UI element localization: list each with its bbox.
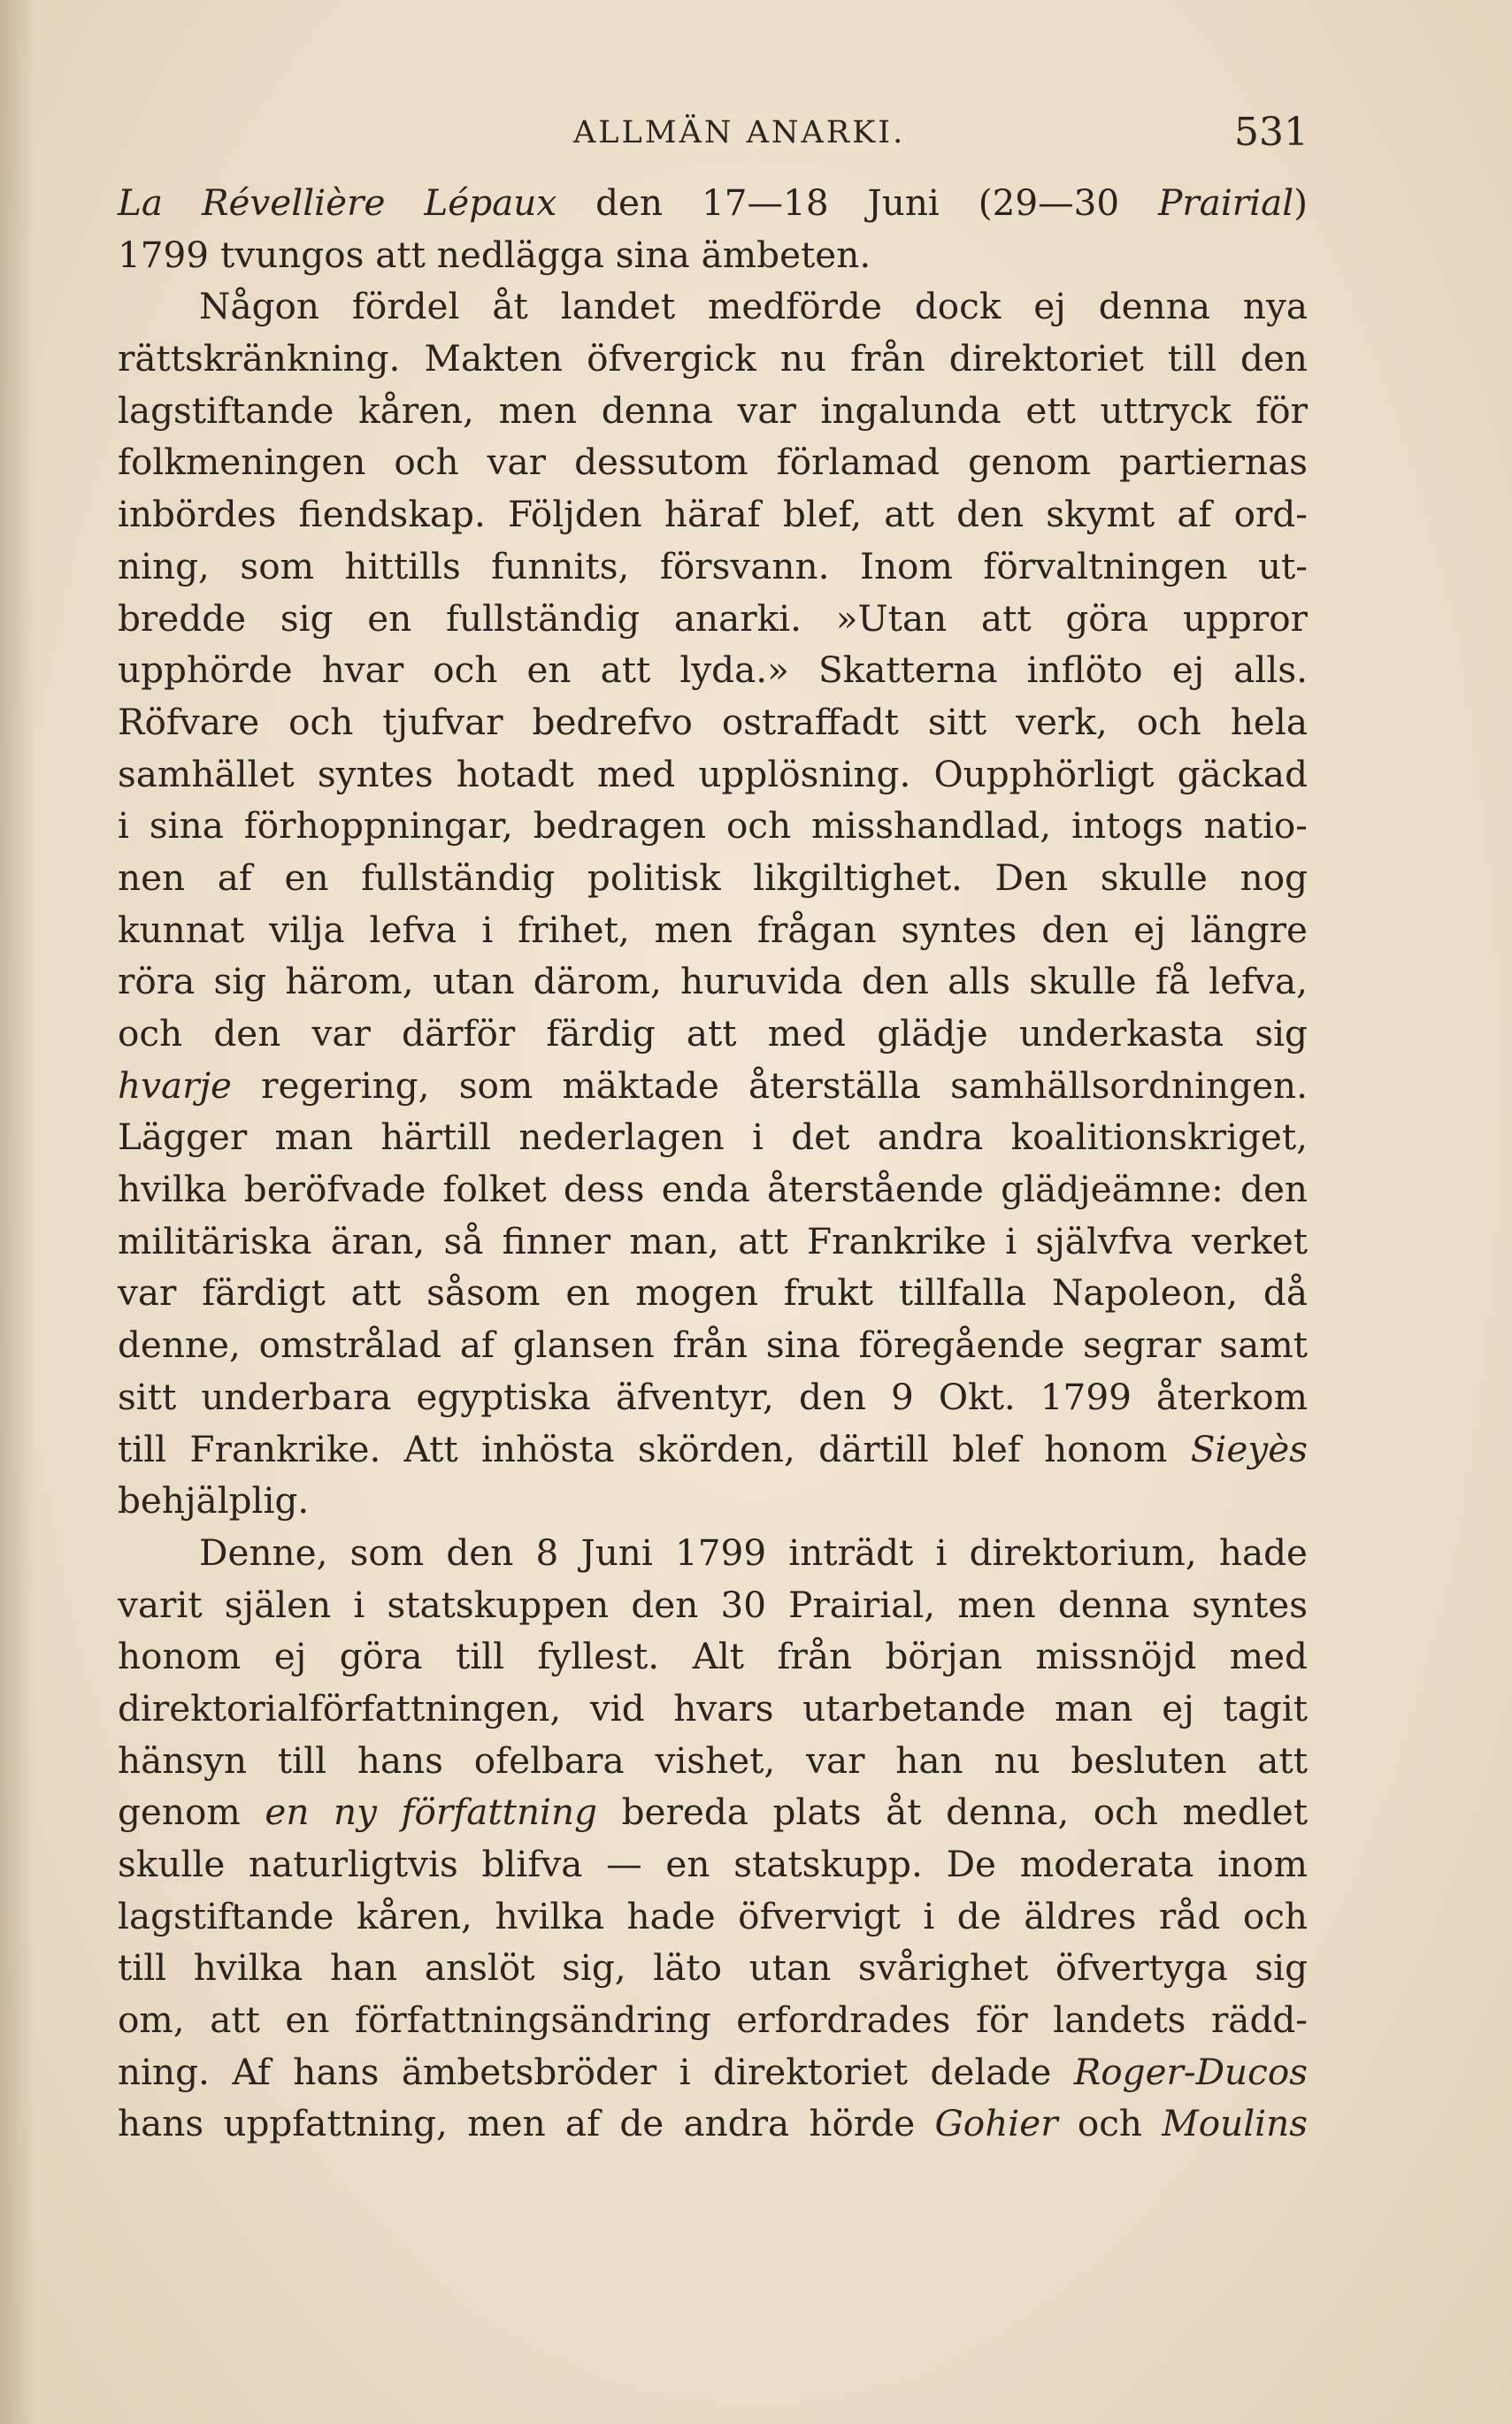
text-line [118, 800, 1308, 852]
text-segment: bereda plats åt denna, och medlet [597, 1791, 1309, 1834]
text-line [118, 1423, 1308, 1476]
text-segment: rättskränkning. Makten öfvergick nu från direktoriet till den [118, 337, 1308, 380]
text-line [118, 2098, 1308, 2150]
text-segment: Röfvare och tjufvar bedrefvo ostraffadt sitt verk, och hela [118, 700, 1308, 743]
text-line [118, 852, 1308, 904]
text-line [118, 1786, 1308, 1838]
text-segment: och den var därför färdig att med glädje underkasta sig [118, 1012, 1308, 1055]
text-line [118, 488, 1308, 541]
text-line [118, 541, 1308, 593]
text-line [118, 1475, 1308, 1527]
text-segment: folkmeningen och var dessutom förlamad genom partiernas [118, 441, 1308, 484]
text-line [118, 1735, 1308, 1787]
text-segment: ) [1293, 181, 1308, 224]
text-line [118, 1683, 1308, 1735]
text-segment: ning. Af hans ämbetsbröder i direktoriet delade [118, 2050, 1074, 2093]
text-line [118, 385, 1308, 437]
text-line [118, 593, 1308, 645]
text-segment: nen af en fullständig politisk likgiltighet. Den skulle nog [118, 855, 1308, 899]
text-segment: genom [118, 1791, 265, 1834]
text-segment: skulle naturligtvis blifva — en statskupp. De moderata inom [118, 1843, 1308, 1885]
text-segment: bredde sig en fullständig anarki. »Utan att göra uppror [118, 596, 1308, 640]
text-segment: direktorialförfattningen, vid hvars utarbetande man ej tagit [118, 1686, 1308, 1730]
text-line [118, 1111, 1308, 1163]
text-line [118, 748, 1308, 801]
running-title: ALLMÄN ANARKI. [573, 115, 906, 150]
text-segment: militäriska äran, så finner man, att Frankrike i självfva verket [118, 1219, 1308, 1262]
text-segment: kunnat vilja lefva i frihet, men frågan syntes den ej längre [118, 908, 1308, 951]
text-line [118, 177, 1308, 229]
text-segment: till hvilka han anslöt sig, läto utan svårighet öfvertyga sig [118, 1946, 1308, 1990]
text-segment: lagstiftande kåren, men denna var ingalunda ett uttryck för [118, 388, 1308, 432]
text-segment: regering, som mäktade återställa samhällsordningen. [232, 1063, 1308, 1107]
text-segment: hänsyn till hans ofelbara vishet, var han nu besluten att [118, 1738, 1308, 1782]
text-segment: Någon fördel åt landet medförde dock ej denna nya [199, 285, 1308, 328]
text-segment: hvilka beröfvade folket dess enda återstående glädjeämne: den [118, 1168, 1308, 1211]
italic-text: Roger-Ducos [1073, 2050, 1308, 2093]
text-segment: honom ej göra till fyllest. Alt från början missnöjd med [118, 1635, 1308, 1678]
text-segment: Lägger man härtill nederlagen i det andra koalitionskriget, [118, 1116, 1308, 1159]
text-segment: i sina förhoppningar, bedragen och misshandlad, intogs natio- [118, 804, 1308, 848]
page-header [0, 104, 1512, 166]
italic-text: La Révellière Lépaux [118, 181, 557, 224]
text-segment: lagstiftande kåren, hvilka hade öfvervigt i de äldres råd och [118, 1894, 1308, 1937]
text-segment: Denne, som den 8 Juni 1799 inträdt i direktorium, hade [199, 1530, 1308, 1574]
text-line [118, 1942, 1308, 1994]
text-line [118, 1319, 1308, 1371]
text-line [118, 333, 1308, 385]
text-segment: om, att en författningsändring erfordrades för landets rädd- [118, 1998, 1308, 2042]
italic-text: hvarje [118, 1063, 232, 1107]
italic-text: Gohier [934, 2102, 1058, 2145]
italic-text: Sieyès [1190, 1427, 1308, 1470]
text-segment: och [1057, 2102, 1163, 2145]
text-line [118, 229, 1308, 281]
text-segment: samhället syntes hotadt med upplösning. Oupphörligt gäckad [118, 752, 1308, 795]
italic-text: Moulins [1162, 2102, 1308, 2145]
text-segment: sitt underbara egyptiska äfventyr, den 9 Okt. 1799 återkom [118, 1375, 1308, 1418]
italic-text: en ny författning [265, 1791, 598, 1834]
text-line [118, 2046, 1308, 2098]
text-segment: denne, omstrålad af glansen från sina föregående segrar samt [118, 1323, 1308, 1367]
text-line [118, 696, 1308, 748]
text-segment: röra sig härom, utan därom, huruvida den alls skulle få lefva, [118, 960, 1308, 1003]
text-line [118, 1163, 1308, 1216]
text-line [118, 436, 1308, 488]
text-line [118, 1579, 1308, 1631]
text-line [118, 644, 1308, 696]
text-line [118, 955, 1308, 1008]
text-segment: till Frankrike. Att inhösta skörden, därtill blef honom [118, 1427, 1191, 1470]
text-segment: inbördes fiendskap. Följden häraf blef, att den skymt af ord- [118, 493, 1308, 536]
text-line [118, 904, 1308, 956]
body-text [118, 177, 1308, 2150]
text-segment: 1799 tvungos att nedlägga sina ämbeten. [118, 233, 871, 276]
text-segment: den 17—18 Juni (29—30 [556, 181, 1159, 224]
text-line [118, 1838, 1308, 1891]
text-line [118, 1216, 1308, 1268]
text-line [118, 1891, 1308, 1943]
text-line [118, 1060, 1308, 1112]
text-segment: behjälplig. [118, 1479, 310, 1523]
text-line [118, 1527, 1308, 1579]
text-line [118, 1008, 1308, 1060]
text-line [118, 1994, 1308, 2046]
page-number: 531 [1234, 110, 1309, 155]
text-line [118, 280, 1308, 333]
text-segment: varit själen i statskuppen den 30 Prairial, men denna syntes [118, 1583, 1308, 1626]
italic-text: Prairial [1158, 181, 1294, 224]
text-segment: var färdigt att såsom en mogen frukt tillfalla Napoleon, då [118, 1271, 1308, 1315]
text-line [118, 1267, 1308, 1319]
text-segment: ning, som hittills funnits, försvann. Inom förvaltningen ut- [118, 544, 1308, 587]
text-segment: upphörde hvar och en att lyda.» Skatterna inflöto ej alls. [118, 648, 1308, 692]
text-segment: hans uppfattning, men af de andra hörde [118, 2102, 935, 2145]
gutter-shadow [0, 0, 35, 2424]
text-line [118, 1630, 1308, 1683]
text-line [118, 1371, 1308, 1423]
